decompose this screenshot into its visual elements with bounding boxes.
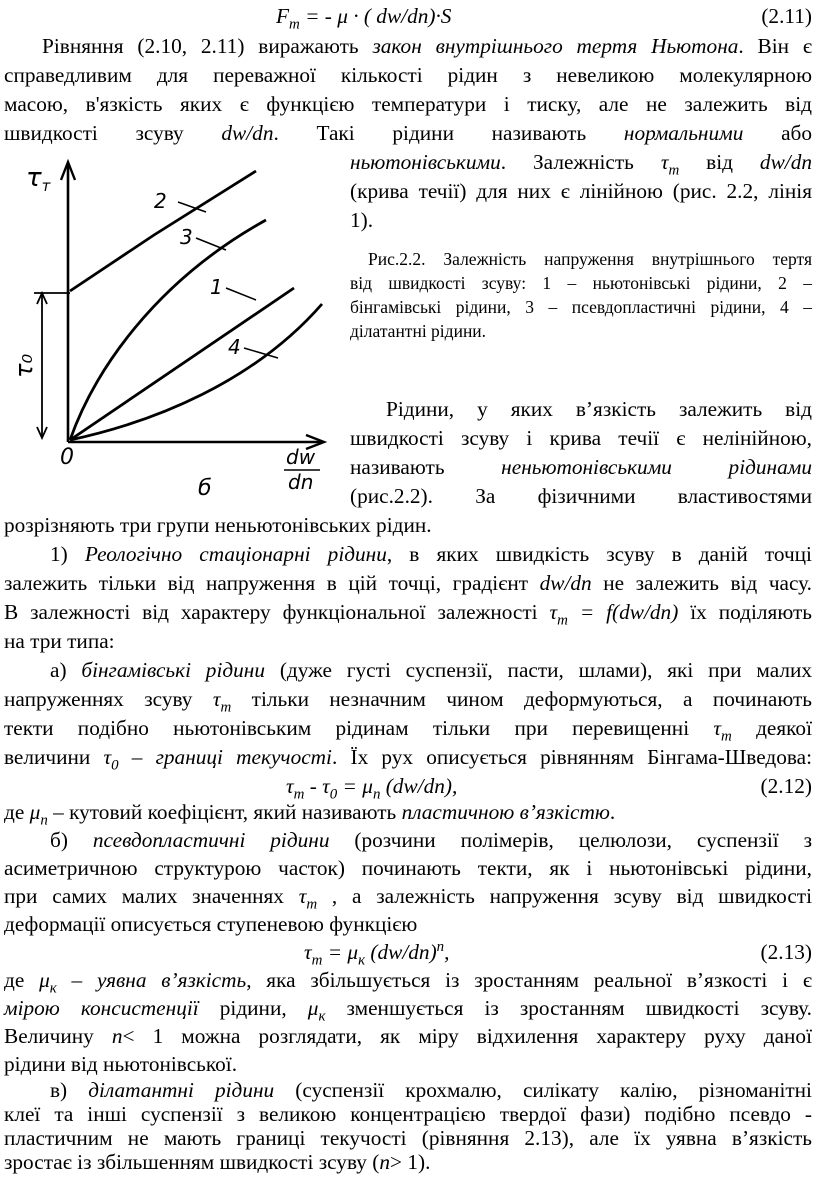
flow-curves-graph [4,152,344,507]
paragraph-1-line-1: Рівняння (2.10, 2.11) виражають закон внутрішнього тертя Ньютона. Він є [42,34,812,58]
caption-line-4: ділатантні рідини. [350,321,487,341]
paragraph-v-line-1: в) ділатантні рідини (суспензії крохмалю, силікату калію, різноманітні [50,1078,812,1102]
paragraph-v-line-4-text: зростає із збільшенням швидкості зсуву ( [4,1150,380,1174]
label-1-leader [226,288,256,300]
curve-label-1: 1 [210,275,223,299]
curve-3-pseudoplastic [70,220,266,440]
x-axis-label-denominator: dn [288,470,314,494]
curve-1-newtonian [70,288,294,440]
paragraph-v-line-4 [4,1148,430,1177]
caption-line-1: Рис.2.2. Залежність напруження внутрішнього тертя [368,249,812,269]
paragraph-b-line-1: б) псевдопластичні рідини (розчини полімерів, целюлози, суспензії з [50,828,812,852]
paragraph-a-line-2: напруженнях зсуву $\tau_т$ тільки незначним чином деформуються, а починають [4,687,813,716]
paragraph-3-line-4: на три типа: [4,629,115,653]
tau0-label: τ₀ [10,353,38,378]
y-axis-label: τт [26,163,51,195]
x-axis-label-numerator: dw [286,445,316,469]
paragraph-2-line-3: називають неньютонівськими рідинами [350,455,812,479]
equation-2-11-number: (2.11) [761,4,812,28]
figure-sublabel: б [198,476,212,501]
paragraph-v-line-4-n: n [379,1150,390,1174]
paragraph-b2-line-1: де $\mu_к$ – уявна в’язкість, яка збільшується із зростанням реальної в’язкості і є [4,968,812,997]
curve-4-dilatant [70,304,322,440]
paragraph-3-line-1: 1) Реологічно стаціонарні рідини, в яких швидкість зсуву в даній точці [50,542,812,566]
paragraph-2-line-2: швидкості зсуву і крива течії є нелінійною, [350,426,812,450]
paragraph-2-line-4: (рис.2.2). За фізичними властивостями [350,484,812,508]
equation-2-12 [4,772,812,803]
equation-2-13-number: (2.13) [760,940,812,964]
paragraph-1-line-3: масою, в'язкість яких є функцією температури і тиску, але не залежить від [4,92,812,116]
paragraph-1-line-5: ньютонівськими. Залежність $\tau_т$ від dw/dn [350,150,812,179]
figure-flow-curves [4,152,344,507]
curve-label-2: 2 [154,189,167,213]
paragraph-a-line-1: а) бінгамівські рідини (дуже густі суспензії, пасти, шлами), які при малих [50,658,813,682]
equation-2-12-body: $\tau_т - \tau_0 = \mu_п$ (dw/dn), [286,774,458,803]
paragraph-1-line-6: (крива течії) для них є лінійною (рис. 2.2, лінія [350,179,812,203]
caption-line-3: бінгамівські рідини, 3 – псевдопластичні рідини, 4 – [350,297,812,317]
paragraph-b-line-3: при самих малих значеннях $\tau_т$ , а залежність напруження зсуву від швидкості [4,884,812,913]
paragraph-2-line-5: розрізняють три групи неньютонівських рідин. [4,513,432,537]
paragraph-b-line-2: асиметричною структурою часток) починають текти, як і ньютонівські рідини, [4,856,812,880]
paragraph-3-line-2: залежить тільки від напруження в цій точці, градієнт dw/dn не залежить від часу. [4,571,812,595]
paragraph-1-line-2: справедливим для переважної кількості рідин з невеликою молекулярною [4,63,812,87]
paragraph-b2-line-3: Величину n< 1 можна розглядати, як міру відхилення характеру руху даної [4,1024,812,1048]
equation-2-12-number: (2.12) [760,774,812,798]
equation-2-11 [4,2,812,33]
caption-line-2: від швидкості зсуву: 1 – ньютонівські рідини, 2 – [350,273,812,293]
curve-label-4: 4 [228,335,241,359]
label-3-leader [196,238,226,250]
paragraph-a-definition: де $\mu_п$ – кутовий коефіцієнт, який називають пластичною в’язкістю. [4,800,616,829]
equation-2-13-body: $\tau_т = \mu_к$ $(dw/dn)^n$, [304,938,450,969]
paragraph-b2-line-2: мірою консистенції рідини, $\mu_к$ зменшується із зростанням швидкості зсуву. [4,996,812,1025]
paragraph-1-line-4: швидкості зсуву dw/dn. Такі рідини називають нормальними або [4,121,812,145]
paragraph-a-line-4: величини $\tau_0$ – границі текучості. Їх рух описується рівнянням Бінгама-Шведова: [4,745,812,774]
paragraph-1-line-7: 1). [350,208,374,232]
paragraph-3-line-3: В залежності від характеру функціональної залежності $\tau_т = f(dw/dn)$ їх поділяють [4,600,812,629]
paragraph-v-line-3: пластичним не мають границі текучості (рівняння 2.13), але їх уявна в’язкість [4,1126,812,1150]
paragraph-v-line-4-end: > 1). [390,1150,431,1174]
equation-2-13 [4,938,812,969]
paragraph-2-line-1: Рідини, у яких в’язкість залежить від [386,397,812,421]
paragraph-a-line-3: текти подібно ньютонівським рідинам тільки при перевищенні $\tau_т$ деякої [4,716,812,745]
paragraph-b-line-4: деформації описується ступеневою функцією [4,912,418,936]
paragraph-b2-line-4: рідини від ньютонівської. [4,1052,238,1076]
equation-2-11-body: $F_т$ = - μ · ( dw/dn)·S [276,4,452,33]
paragraph-v-line-2: клеї та інші суспензії з великою концентрацією твердої фази) подібно псевдо - [4,1102,812,1126]
origin-label: 0 [60,445,74,470]
curve-label-3: 3 [180,225,193,249]
